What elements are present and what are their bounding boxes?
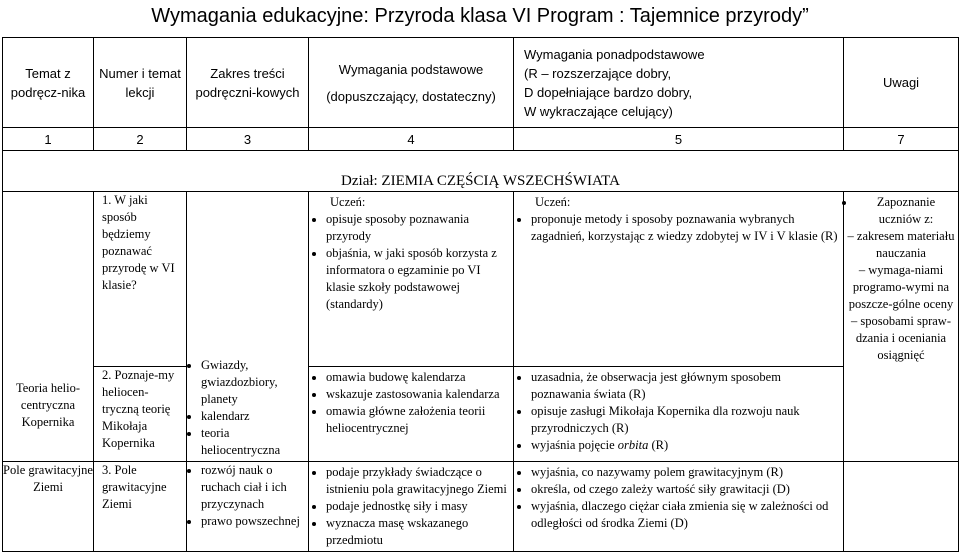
advanced-item: • uzasadnia, że obserwacja jest głównym sposobem poznawania świata (R) bbox=[531, 369, 840, 403]
col-number: 7 bbox=[844, 128, 959, 151]
header-advanced bbox=[514, 38, 844, 128]
section-title: Dział: ZIEMIA CZĘŚCIĄ WSZECHŚWIATA bbox=[3, 151, 959, 192]
advanced-item: • opisuje zasługi Mikołaja Kopernika dla rozwoju nauk przyrodniczych (R) bbox=[531, 403, 840, 437]
col-number: 5 bbox=[514, 128, 844, 151]
notes-item: – wymaga-niami programo-wymi na poszcze-gólne oceny bbox=[846, 262, 956, 313]
content-item: • teoria heliocentryczna bbox=[201, 425, 308, 459]
notes-item: – zakresem materiału nauczania bbox=[846, 228, 956, 262]
header-advanced-w: W wykraczające celujący) bbox=[524, 103, 673, 119]
header-advanced-title: Wymagania ponadpodstawowe bbox=[524, 46, 705, 62]
header-basic bbox=[309, 38, 514, 128]
notes-cell bbox=[844, 192, 959, 462]
lesson-label: 1. W jaki sposób będziemy poznawać przyrodę w VI klasie? bbox=[102, 193, 175, 292]
topic-heliocentric bbox=[3, 192, 94, 462]
header-lesson: Numer i temat lekcji bbox=[94, 38, 187, 128]
lesson-label: 2. Poznaje-my heliocen-tryczną teorię Mikołaja Kopernika bbox=[102, 368, 175, 450]
uczen-label: Uczeń: bbox=[330, 195, 366, 209]
column-number-row bbox=[3, 128, 959, 151]
header-basic-sub: (dopuszczający, dostateczny) bbox=[326, 88, 496, 104]
header-advanced-d: D dopełniające bardzo dobry, bbox=[524, 84, 693, 100]
basic-cell-3 bbox=[309, 462, 514, 552]
header-advanced-r: (R – rozszerzające dobry, bbox=[524, 65, 672, 81]
advanced-italic-term: orbita bbox=[617, 438, 649, 452]
topic-gravity bbox=[3, 462, 94, 552]
content-item: • rozwój nauk o ruchach ciał i ich przyczynach bbox=[201, 462, 308, 513]
content-cell-3 bbox=[187, 462, 309, 552]
basic-item: • wyznacza masę wskazanego przedmiotu bbox=[326, 515, 510, 549]
col-number: 3 bbox=[187, 128, 309, 151]
basic-cell-2 bbox=[309, 367, 514, 462]
basic-item: • omawia główne założenia teorii heliocentrycznej bbox=[326, 403, 510, 437]
basic-cell-1 bbox=[309, 192, 514, 367]
lesson-2 bbox=[94, 367, 187, 462]
header-notes: Uwagi bbox=[844, 38, 959, 128]
row-lesson-2 bbox=[3, 367, 959, 462]
section-row bbox=[3, 151, 959, 192]
advanced-item: • określa, od czego zależy wartość siły grawitacji (D) bbox=[531, 481, 840, 498]
lesson-1 bbox=[94, 192, 187, 367]
notes-cell-empty bbox=[844, 462, 959, 552]
basic-item: • podaje przykłady świadczące o istnieniu pola grawitacyjnego Ziemi bbox=[326, 464, 510, 498]
basic-item: • objaśnia, w jaki sposób korzysta z informatora o egzaminie po VI klasie szkoły podstawowej (standardy) bbox=[326, 245, 510, 313]
basic-item: • podaje jednostkę siły i masy bbox=[326, 498, 510, 515]
header-row bbox=[3, 38, 959, 128]
content-item: • prawo powszechnej bbox=[201, 513, 308, 530]
basic-item: • wskazuje zastosowania kalendarza bbox=[326, 386, 510, 403]
header-topic: Temat z podręcz-nika bbox=[3, 38, 94, 128]
notes-item: – sposobami spraw-dzania i oceniania osiągnięć bbox=[846, 313, 956, 364]
advanced-cell-2 bbox=[514, 367, 844, 462]
lesson-3 bbox=[94, 462, 187, 552]
col-number: 4 bbox=[309, 128, 514, 151]
row-lesson-3 bbox=[3, 462, 959, 552]
basic-item: • opisuje sposoby poznawania przyrody bbox=[326, 211, 510, 245]
uczen-label: Uczeń: bbox=[535, 195, 571, 209]
advanced-item: • wyjaśnia, dlaczego ciężar ciała zmienia się w zależności od odległości od środka Ziemi (D) bbox=[531, 498, 840, 532]
advanced-item: • proponuje metody i sposoby poznawania wybranych zagadnień, korzystając z wiedzy zdobytej w IV i V klasie (R) bbox=[531, 211, 840, 245]
col-number: 1 bbox=[3, 128, 94, 151]
row-lesson-1 bbox=[3, 192, 959, 367]
content-cell-2 bbox=[187, 192, 309, 462]
advanced-text: (R) bbox=[648, 438, 669, 452]
header-basic-title: Wymagania podstawowe bbox=[338, 61, 484, 77]
topic-label: Pole grawitacyjne Ziemi bbox=[3, 463, 93, 494]
topic-label: Teoria helio-centryczna Kopernika bbox=[15, 381, 81, 429]
col-number: 2 bbox=[94, 128, 187, 151]
header-content: Zakres treści podręczni-kowych bbox=[187, 38, 309, 128]
requirements-table bbox=[2, 37, 959, 552]
basic-item: • omawia budowę kalendarza bbox=[326, 369, 510, 386]
content-item: • kalendarz bbox=[201, 408, 308, 425]
advanced-item-orbita bbox=[531, 437, 840, 454]
content-item: • Gwiazdy, gwiazdozbiory, planety bbox=[201, 357, 308, 408]
advanced-item: • wyjaśnia, co nazywamy polem grawitacyjnym (R) bbox=[531, 464, 840, 481]
page-title: Wymagania edukacyjne: Przyroda klasa VI Program : Tajemnice przyrody” bbox=[151, 5, 809, 27]
advanced-cell-3 bbox=[514, 462, 844, 552]
advanced-text: wyjaśnia pojęcie bbox=[531, 438, 618, 452]
lesson-label: 3. Pole grawitacyjne Ziemi bbox=[102, 463, 167, 511]
advanced-cell-1 bbox=[514, 192, 844, 367]
notes-intro: • Zapoznanie uczniów z: bbox=[856, 194, 956, 228]
